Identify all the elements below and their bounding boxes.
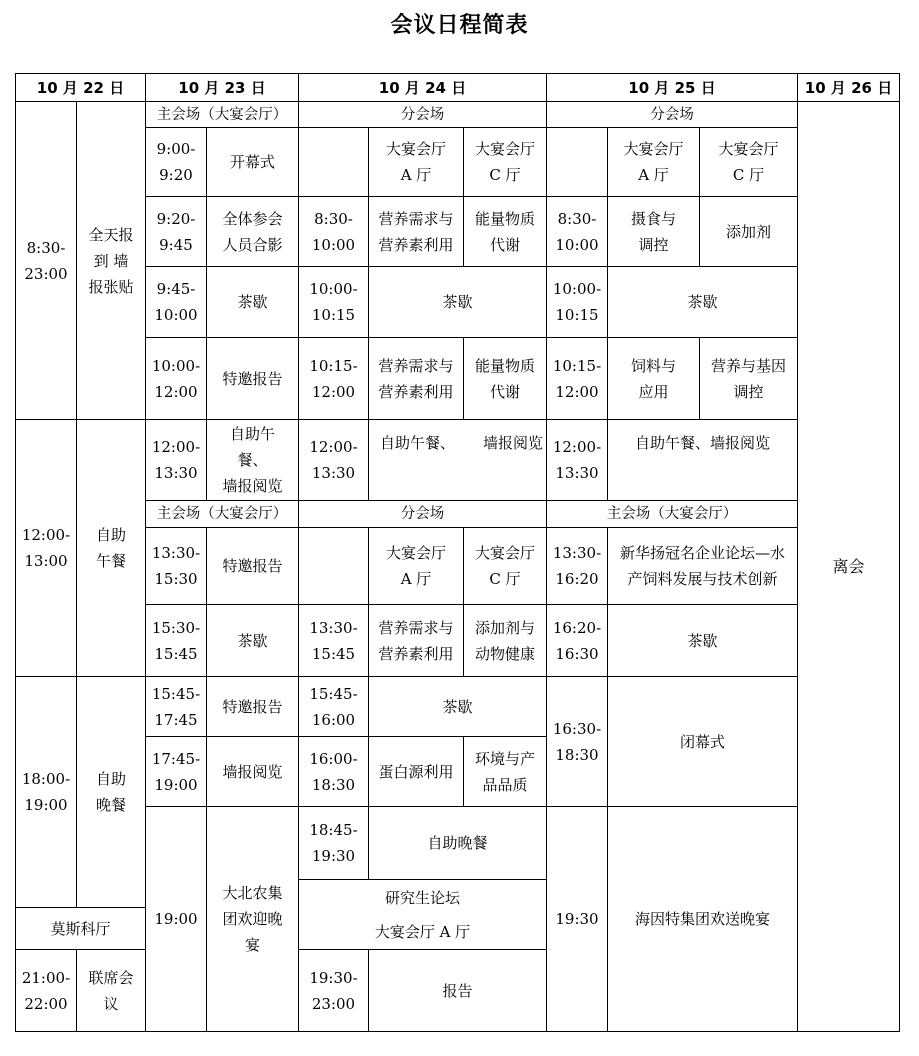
d22-activity-2: 自助 午餐 bbox=[76, 419, 146, 677]
d23-time-7: 15:30- 15:45 bbox=[145, 604, 207, 677]
d23-activity-9: 墙报阅览 bbox=[206, 736, 299, 807]
d23-activity-6: 特邀报告 bbox=[206, 527, 299, 605]
d22-activity-1: 全天报 到 墙 报张贴 bbox=[76, 101, 146, 420]
d24-hall-c-session-4: 能量物质 代谢 bbox=[463, 337, 547, 420]
d23-main-hall-1: 主会场（大宴会厅） bbox=[145, 101, 299, 128]
d23-activity-5: 自助午 餐、 墙报阅览 bbox=[206, 419, 299, 501]
d24-hall-a-session-9: 蛋白源利用 bbox=[368, 736, 464, 807]
d24-time-8: 15:45- 16:00 bbox=[298, 676, 369, 737]
d23-activity-1: 开幕式 bbox=[206, 127, 299, 197]
d22-venue: 莫斯科厅 bbox=[15, 907, 146, 950]
d25-time-3: 10:00- 10:15 bbox=[546, 266, 608, 338]
d25-time-2: 8:30- 10:00 bbox=[546, 196, 608, 267]
d25-time-7: 16:20- 16:30 bbox=[546, 604, 608, 677]
d23-activity-2: 全体参会 人员合影 bbox=[206, 196, 299, 267]
d24-hall-c-session-9: 环境与产 品品质 bbox=[463, 736, 547, 807]
d23-main-hall-2: 主会场（大宴会厅） bbox=[145, 500, 299, 528]
d23-time-5: 12:00- 13:30 bbox=[145, 419, 207, 501]
d24-poster-label: 墙报阅览 bbox=[482, 434, 543, 452]
d24-time-2: 8:30- 10:00 bbox=[298, 196, 369, 267]
d26-departure: 离会 bbox=[797, 101, 900, 1032]
d23-time-1: 9:00- 9:20 bbox=[145, 127, 207, 197]
d23-activity-3: 茶歇 bbox=[206, 266, 299, 338]
day-header-24: 10 月 24 日 bbox=[298, 73, 547, 102]
d25-time-5: 12:00- 13:30 bbox=[546, 419, 608, 501]
d23-activity-10: 大北农集 团欢迎晚 宴 bbox=[206, 806, 299, 1032]
d25-hall-c-session-2: 添加剂 bbox=[699, 196, 798, 267]
day-header-25: 10 月 25 日 bbox=[546, 73, 798, 102]
d22-activity-3: 自助 晚餐 bbox=[76, 676, 146, 908]
d25-time-6: 13:30- 16:20 bbox=[546, 527, 608, 605]
d24-hall-a-1: 大宴会厅 A 厅 bbox=[368, 127, 464, 197]
d25-hall-a-1: 大宴会厅 A 厅 bbox=[607, 127, 700, 197]
d24-graduate-forum: 研究生论坛 大宴会厅 A 厅 bbox=[298, 879, 547, 950]
d24-time-3: 10:00- 10:15 bbox=[298, 266, 369, 338]
d25-break-7: 茶歇 bbox=[607, 604, 798, 677]
d24-time-7: 13:30- 15:45 bbox=[298, 604, 369, 677]
d22-time-2: 12:00- 13:00 bbox=[15, 419, 77, 677]
d24-sub-hall-1: 分会场 bbox=[298, 101, 547, 128]
d22-time-3: 18:00- 19:00 bbox=[15, 676, 77, 908]
day-header-26: 10 月 26 日 bbox=[797, 73, 900, 102]
d24-hall-a-2: 大宴会厅 A 厅 bbox=[368, 527, 464, 605]
d24-time-10: 18:45- 19:30 bbox=[298, 806, 369, 880]
d24-time-5: 12:00- 13:30 bbox=[298, 419, 369, 501]
d25-hall-a-session-4: 饲料与 应用 bbox=[607, 337, 700, 420]
d24-break-3: 茶歇 bbox=[368, 266, 547, 338]
d24-lunch-label: 自助午餐、 bbox=[380, 434, 456, 452]
d25-hall-c-session-4: 营养与基因 调控 bbox=[699, 337, 798, 420]
d22-time-1: 8:30- 23:00 bbox=[15, 101, 77, 420]
d25-farewell-9: 海因特集团欢送晚宴 bbox=[607, 806, 798, 1032]
d23-activity-4: 特邀报告 bbox=[206, 337, 299, 420]
d25-main-hall: 主会场（大宴会厅） bbox=[546, 500, 798, 528]
d23-time-2: 9:20- 9:45 bbox=[145, 196, 207, 267]
d23-activity-7: 茶歇 bbox=[206, 604, 299, 677]
schedule-table bbox=[16, 74, 901, 1033]
d25-time-9: 19:30 bbox=[546, 806, 608, 1032]
d24-hall-blank-2 bbox=[298, 527, 369, 605]
d24-hall-c-2: 大宴会厅 C 厅 bbox=[463, 527, 547, 605]
d24-time-11: 19:30- 23:00 bbox=[298, 949, 369, 1032]
d23-time-10: 19:00 bbox=[145, 806, 207, 1032]
d24-break-8: 茶歇 bbox=[368, 676, 547, 737]
d24-time-9: 16:00- 18:30 bbox=[298, 736, 369, 807]
day-header-23: 10 月 23 日 bbox=[145, 73, 299, 102]
d25-hall-c-1: 大宴会厅 C 厅 bbox=[699, 127, 798, 197]
d24-hall-a-session-2: 营养需求与 营养素利用 bbox=[368, 196, 464, 267]
d24-hall-c-session-2: 能量物质 代谢 bbox=[463, 196, 547, 267]
d23-time-3: 9:45- 10:00 bbox=[145, 266, 207, 338]
d25-hall-a-session-2: 摄食与 调控 bbox=[607, 196, 700, 267]
d25-sub-hall-1: 分会场 bbox=[546, 101, 798, 128]
d24-hall-a-session-7: 营养需求与 营养素利用 bbox=[368, 604, 464, 677]
d23-time-9: 17:45- 19:00 bbox=[145, 736, 207, 807]
d24-hall-blank-1 bbox=[298, 127, 369, 197]
d25-lunch-5: 自助午餐、墙报阅览 bbox=[607, 419, 798, 501]
d25-hall-blank-1 bbox=[546, 127, 608, 197]
d24-time-4: 10:15- 12:00 bbox=[298, 337, 369, 420]
d25-time-4: 10:15- 12:00 bbox=[546, 337, 608, 420]
d25-time-8: 16:30- 18:30 bbox=[546, 676, 608, 807]
d22-activity-4: 联席会 议 bbox=[76, 949, 146, 1032]
d23-time-4: 10:00- 12:00 bbox=[145, 337, 207, 420]
page-title: 会议日程简表 bbox=[390, 13, 529, 38]
d24-hall-c-session-7: 添加剂与 动物健康 bbox=[463, 604, 547, 677]
d25-closing-8: 闭幕式 bbox=[607, 676, 798, 807]
d25-forum-6: 新华扬冠名企业论坛—水 产饲料发展与技术创新 bbox=[607, 527, 798, 605]
d23-time-8: 15:45- 17:45 bbox=[145, 676, 207, 737]
d24-dinner-10: 自助晚餐 bbox=[368, 806, 547, 880]
d24-hall-a-session-4: 营养需求与 营养素利用 bbox=[368, 337, 464, 420]
d24-hall-c-1: 大宴会厅 C 厅 bbox=[463, 127, 547, 197]
d23-activity-8: 特邀报告 bbox=[206, 676, 299, 737]
d24-lunch-5 bbox=[368, 419, 547, 501]
d24-sub-hall-2: 分会场 bbox=[298, 500, 547, 528]
d24-report-11: 报告 bbox=[368, 949, 547, 1032]
d23-time-6: 13:30- 15:30 bbox=[145, 527, 207, 605]
day-header-22: 10 月 22 日 bbox=[15, 73, 146, 102]
d25-break-3: 茶歇 bbox=[607, 266, 798, 338]
d22-time-4: 21:00- 22:00 bbox=[15, 949, 77, 1032]
